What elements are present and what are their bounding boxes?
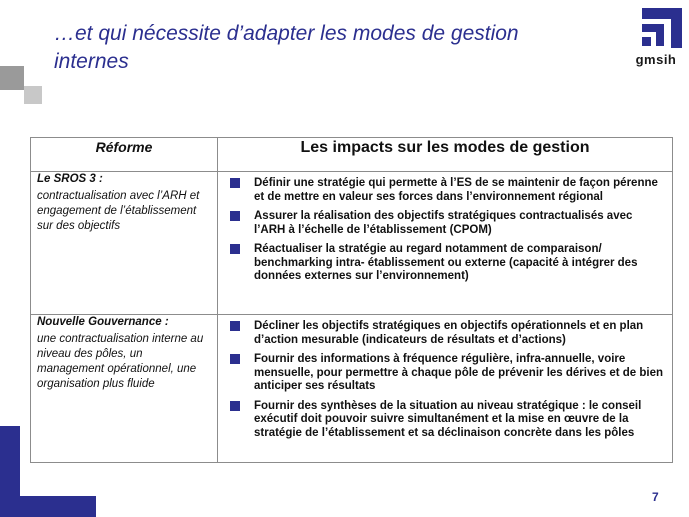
header-reform: Réforme xyxy=(31,138,218,172)
list-item xyxy=(228,177,664,204)
reform-cell xyxy=(31,315,218,463)
decor-square-light xyxy=(24,86,42,104)
table-header-row xyxy=(31,138,673,172)
logo-text: gmsih xyxy=(635,52,677,67)
header-impacts: Les impacts sur les modes de gestion xyxy=(218,138,673,172)
impacts-cell xyxy=(218,315,673,463)
decor-bar-horizontal xyxy=(0,496,96,517)
impact-text: Décliner les objectifs stratégiques en objectifs opérationnels et en plan d’action mesurable (indicateurs de résultats et d’actions) xyxy=(254,320,644,346)
reform-impact-table xyxy=(30,137,673,463)
list-item xyxy=(228,320,664,347)
reform-description: une contractualisation interne au niveau des pôles, un management opérationnel, une organisation plus fluide xyxy=(37,333,204,390)
square-bullet-icon xyxy=(230,401,240,411)
list-item xyxy=(228,210,664,237)
square-bullet-icon xyxy=(230,244,240,254)
impact-list xyxy=(228,320,664,440)
square-bullet-icon xyxy=(230,354,240,364)
impacts-cell xyxy=(218,172,673,315)
list-item xyxy=(228,243,664,284)
list-item xyxy=(228,353,664,394)
impact-list xyxy=(228,177,664,284)
decor-square-dark xyxy=(0,66,24,90)
square-bullet-icon xyxy=(230,178,240,188)
reform-description: contractualisation avec l’ARH et engagement de l’établissement sur des objectifs xyxy=(37,190,200,232)
impact-text: Définir une stratégie qui permette à l’ES de se maintenir de façon pérenne et de mettre en valeur ses forces dans l’environnement régional xyxy=(254,177,658,203)
reform-title: Le SROS 3 : xyxy=(37,173,103,185)
impact-text: Assurer la réalisation des objectifs stratégiques contractualisés avec l’ARH à l’échelle de l’établissement (CPOM) xyxy=(254,210,633,236)
square-bullet-icon xyxy=(230,211,240,221)
impact-text: Réactualiser la stratégie au regard notamment de comparaison/ benchmarking intra- établissement ou externe (capacité à intégrer des données externes sur l’environnement) xyxy=(254,243,638,282)
logo-mark-icon xyxy=(628,6,684,52)
table-row xyxy=(31,315,673,463)
reform-title: Nouvelle Gouvernance : xyxy=(37,316,169,328)
square-bullet-icon xyxy=(230,321,240,331)
impact-text: Fournir des informations à fréquence régulière, infra-annuelle, voire mensuelle, pour permettre à chaque pôle de prévenir les dérives et de bien anticiper ses résultats xyxy=(254,353,664,392)
slide-title: …et qui nécessite d’adapter les modes de gestion internes xyxy=(54,22,519,73)
page-number: 7 xyxy=(652,490,659,504)
table-row xyxy=(31,172,673,315)
impact-text: Fournir des synthèses de la situation au niveau stratégique : le conseil exécutif doit pouvoir suivre simultanément et la mise en œuvre de la stratégie de l’établissement et sa déclinaison concrète dans les pôles xyxy=(254,399,642,439)
reform-cell xyxy=(31,172,218,315)
gmsih-logo xyxy=(628,6,684,76)
list-item xyxy=(228,400,664,441)
